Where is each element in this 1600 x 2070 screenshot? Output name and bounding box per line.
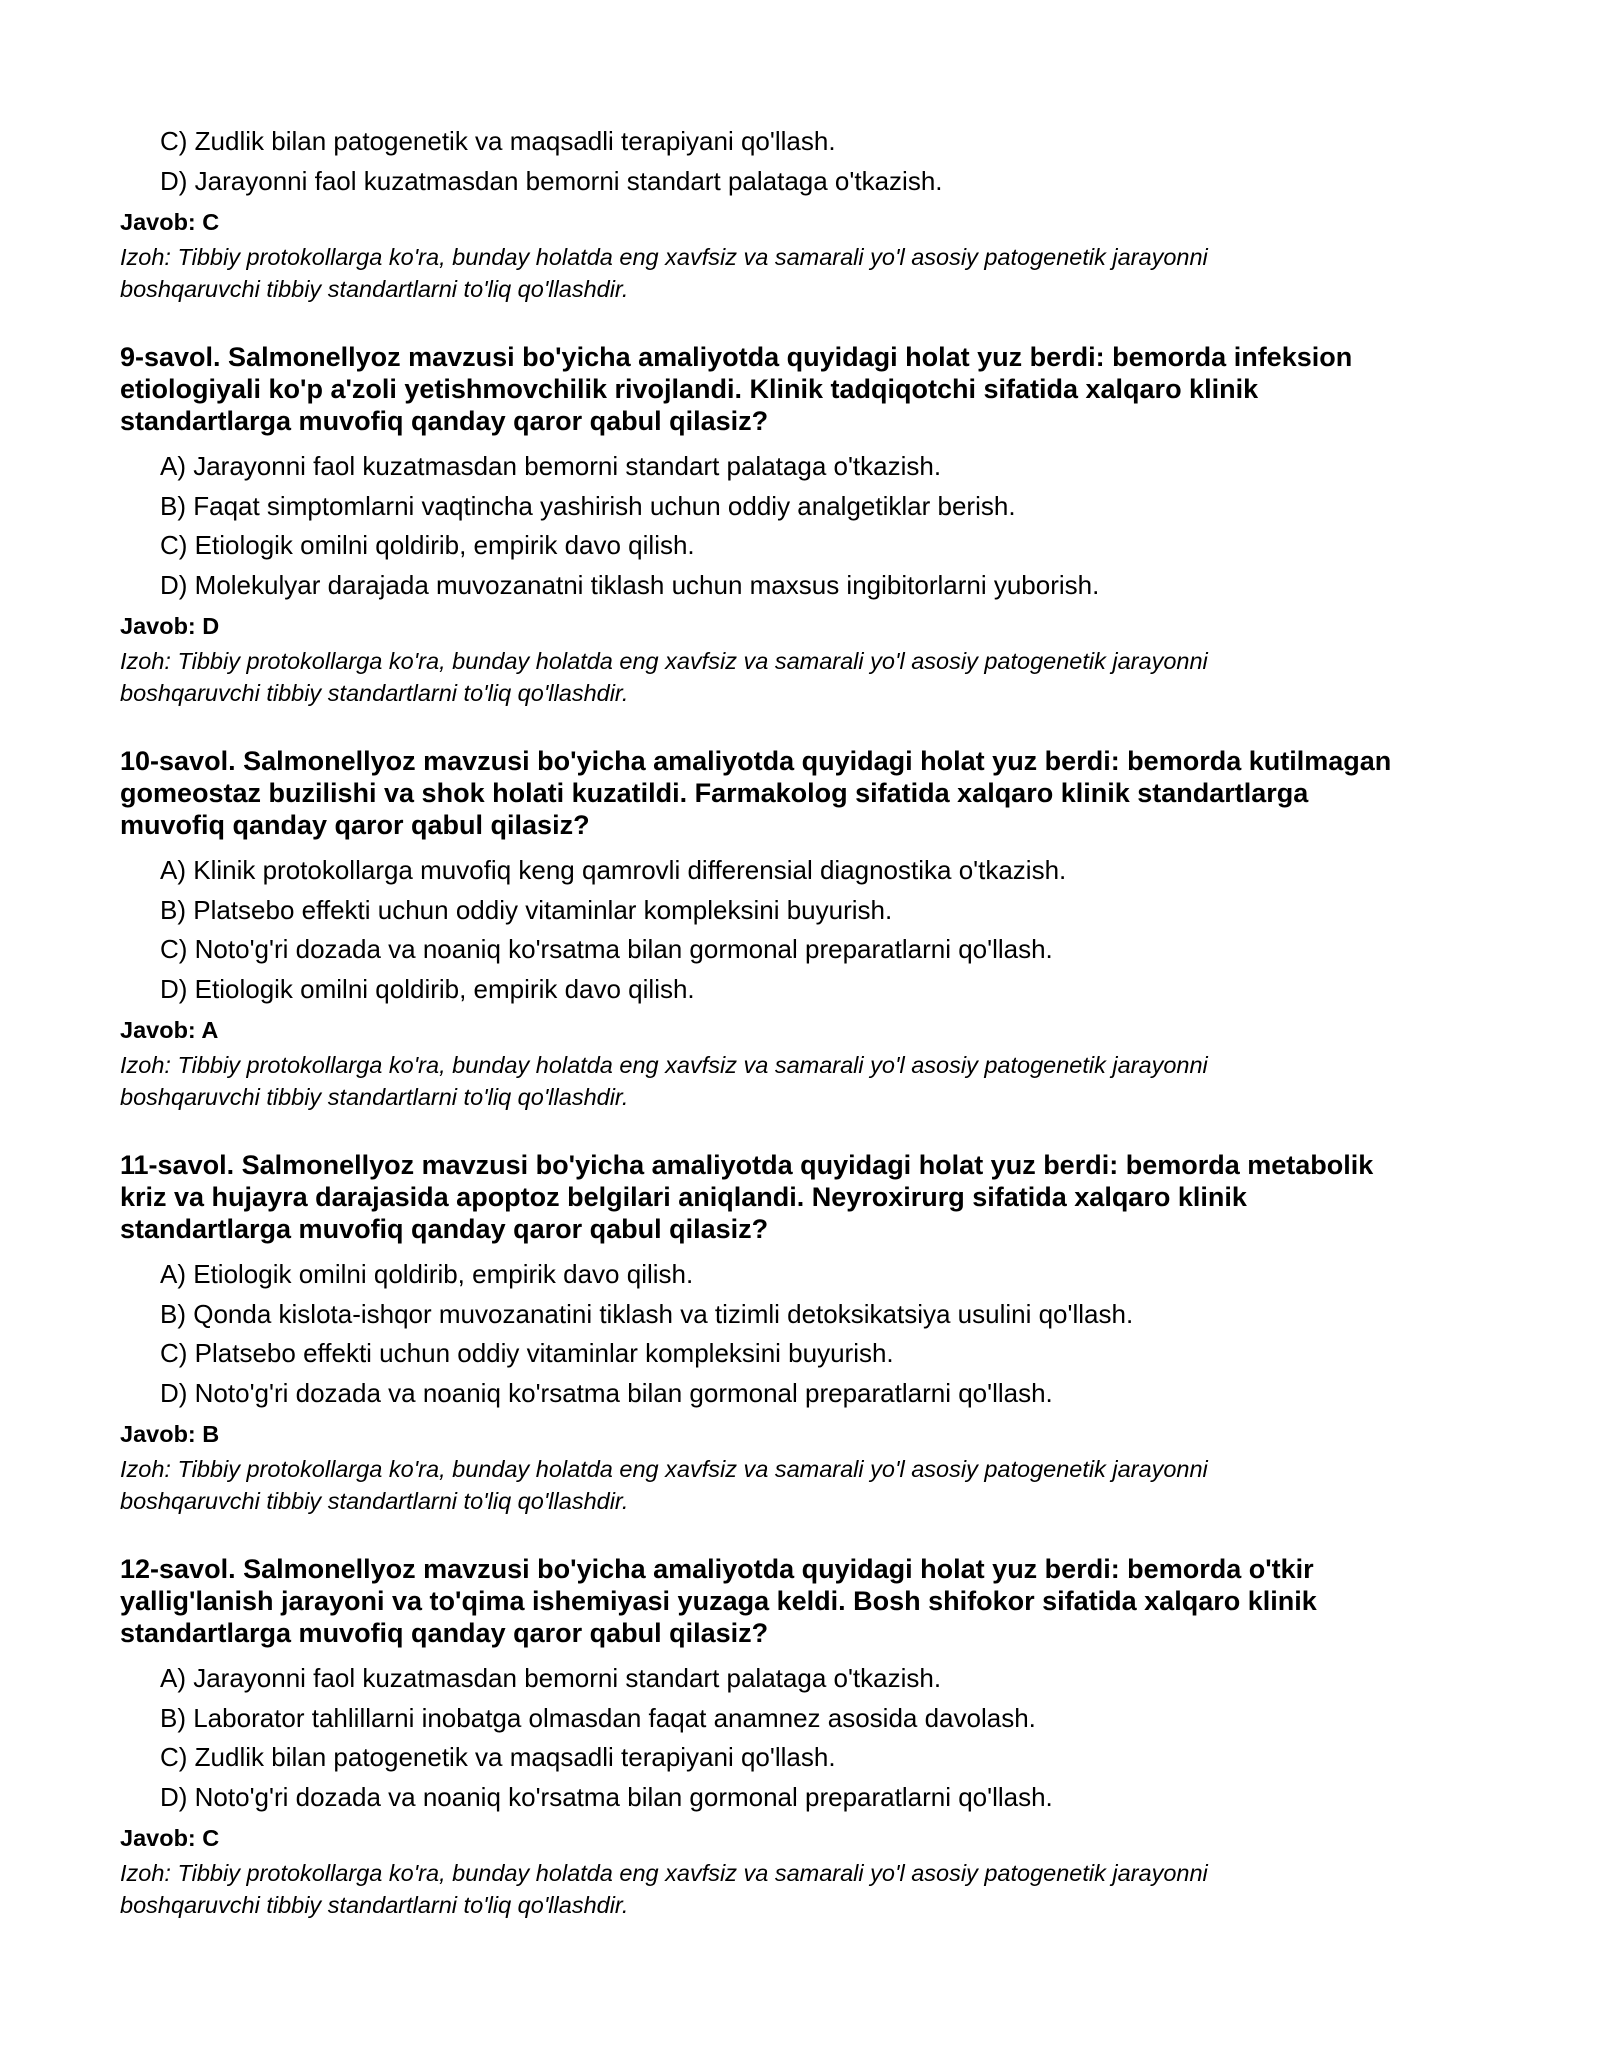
question-text — [120, 745, 1500, 841]
option-c: C) Etiologik omilni qoldirib, empirik davo qilish. — [160, 530, 695, 560]
option-c: C) Platsebo effekti uchun oddiy vitaminlar kompleksini buyurish. — [160, 1338, 894, 1368]
option-d: D) Etiologik omilni qoldirib, empirik davo qilish. — [160, 973, 695, 1004]
option-a: A) Klinik protokollarga muvofiq keng qamrovli differensial diagnostika o'tkazish. — [160, 855, 1067, 885]
question-text — [120, 1553, 1500, 1649]
option-c: C) Zudlik bilan patogenetik va maqsadli terapiyani qo'llash. — [160, 126, 836, 156]
option-c: C) Zudlik bilan patogenetik va maqsadli terapiyani qo'llash. — [160, 1742, 836, 1772]
answer: Javob: C — [120, 209, 220, 235]
question-line: 9-savol. Salmonellyoz mavzusi bo'yicha amaliyotda quyidagi holat yuz berdi: bemorda infeksion — [120, 342, 1353, 372]
question-11 — [120, 1149, 1500, 1517]
options-list — [120, 447, 1500, 605]
explanation — [120, 1857, 1500, 1921]
option-a: A) Jarayonni faol kuzatmasdan bemorni standart palataga o'tkazish. — [160, 1663, 942, 1693]
explanation-line: boshqaruvchi tibbiy standartlarni to'liq qo'llashdir. — [120, 680, 629, 706]
question-line: muvofiq qanday qaror qabul qilasiz? — [120, 810, 590, 840]
option-a: A) Etiologik omilni qoldirib, empirik davo qilish. — [160, 1259, 694, 1289]
question-line: yallig'lanish jarayoni va to'qima ishemiyasi yuzaga keldi. Bosh shifokor sifatida xalqaro klinik — [120, 1586, 1317, 1616]
option-b: B) Laborator tahlillarni inobatga olmasdan faqat anamnez asosida davolash. — [160, 1702, 1036, 1733]
explanation — [120, 1453, 1500, 1517]
question-12 — [120, 1553, 1500, 1921]
answer: Javob: C — [120, 1825, 220, 1851]
question-line: standartlarga muvofiq qanday qaror qabul qilasiz? — [120, 1214, 769, 1244]
explanation-line: Izoh: Tibbiy protokollarga ko'ra, bunday holatda eng xavfsiz va samarali yo'l asosiy patogenetik jarayonni — [120, 648, 1208, 674]
option-d: D) Molekulyar darajada muvozanatni tiklash uchun maxsus ingibitorlarni yuborish. — [160, 569, 1100, 600]
answer: Javob: B — [120, 1421, 220, 1447]
question-line: 12-savol. Salmonellyoz mavzusi bo'yicha amaliyotda quyidagi holat yuz berdi: bemorda o'tkir — [120, 1554, 1314, 1584]
answer: Javob: A — [120, 1017, 219, 1043]
option-d: D) Jarayonni faol kuzatmasdan bemorni standart palataga o'tkazish. — [160, 165, 943, 196]
question-line: gomeostaz buzilishi va shok holati kuzatildi. Farmakolog sifatida xalqaro klinik standartlarga — [120, 778, 1309, 808]
explanation-line: boshqaruvchi tibbiy standartlarni to'liq qo'llashdir. — [120, 1084, 629, 1110]
options-list — [120, 851, 1500, 1009]
question-text — [120, 341, 1500, 437]
option-b: B) Qonda kislota-ishqor muvozanatini tiklash va tizimli detoksikatsiya usulini qo'llash. — [160, 1298, 1134, 1329]
question-9 — [120, 341, 1500, 709]
question-line: 11-savol. Salmonellyoz mavzusi bo'yicha amaliyotda quyidagi holat yuz berdi: bemorda metabolik — [120, 1150, 1374, 1180]
explanation — [120, 241, 1500, 305]
options-list — [120, 122, 1500, 201]
option-d: D) Noto'g'ri dozada va noaniq ko'rsatma bilan gormonal preparatlarni qo'llash. — [160, 1377, 1053, 1408]
option-c: C) Noto'g'ri dozada va noaniq ko'rsatma bilan gormonal preparatlarni qo'llash. — [160, 934, 1053, 964]
option-b: B) Faqat simptomlarni vaqtincha yashirish uchun oddiy analgetiklar berish. — [160, 490, 1016, 521]
question-line: etiologiyali ko'p a'zoli yetishmovchilik rivojlandi. Klinik tadqiqotchi sifatida xalqaro klinik — [120, 374, 1259, 404]
explanation-line: Izoh: Tibbiy protokollarga ko'ra, bunday holatda eng xavfsiz va samarali yo'l asosiy patogenetik jarayonni — [120, 1456, 1208, 1482]
explanation-line: Izoh: Tibbiy protokollarga ko'ra, bunday holatda eng xavfsiz va samarali yo'l asosiy patogenetik jarayonni — [120, 1052, 1208, 1078]
explanation-line: Izoh: Tibbiy protokollarga ko'ra, bunday holatda eng xavfsiz va samarali yo'l asosiy patogenetik jarayonni — [120, 244, 1208, 270]
explanation-line: boshqaruvchi tibbiy standartlarni to'liq qo'llashdir. — [120, 276, 629, 302]
question-line: standartlarga muvofiq qanday qaror qabul qilasiz? — [120, 406, 769, 436]
explanation-line: boshqaruvchi tibbiy standartlarni to'liq qo'llashdir. — [120, 1892, 629, 1918]
question-10 — [120, 745, 1500, 1113]
question-line: kriz va hujayra darajasida apoptoz belgilari aniqlandi. Neyroxirurg sifatida xalqaro klinik — [120, 1182, 1247, 1212]
explanation — [120, 645, 1500, 709]
option-a: A) Jarayonni faol kuzatmasdan bemorni standart palataga o'tkazish. — [160, 451, 942, 481]
question-line: 10-savol. Salmonellyoz mavzusi bo'yicha amaliyotda quyidagi holat yuz berdi: bemorda kutilmagan — [120, 746, 1392, 776]
question-text — [120, 1149, 1500, 1245]
document-page — [120, 122, 1500, 1921]
option-d: D) Noto'g'ri dozada va noaniq ko'rsatma bilan gormonal preparatlarni qo'llash. — [160, 1781, 1053, 1812]
answer: Javob: D — [120, 613, 220, 639]
option-b: B) Platsebo effekti uchun oddiy vitaminlar kompleksini buyurish. — [160, 894, 893, 925]
options-list — [120, 1659, 1500, 1817]
question-line: standartlarga muvofiq qanday qaror qabul qilasiz? — [120, 1618, 769, 1648]
explanation-line: boshqaruvchi tibbiy standartlarni to'liq qo'llashdir. — [120, 1488, 629, 1514]
explanation-line: Izoh: Tibbiy protokollarga ko'ra, bunday holatda eng xavfsiz va samarali yo'l asosiy patogenetik jarayonni — [120, 1860, 1208, 1886]
options-list — [120, 1255, 1500, 1413]
explanation — [120, 1049, 1500, 1113]
previous-question-continuation — [120, 122, 1500, 305]
